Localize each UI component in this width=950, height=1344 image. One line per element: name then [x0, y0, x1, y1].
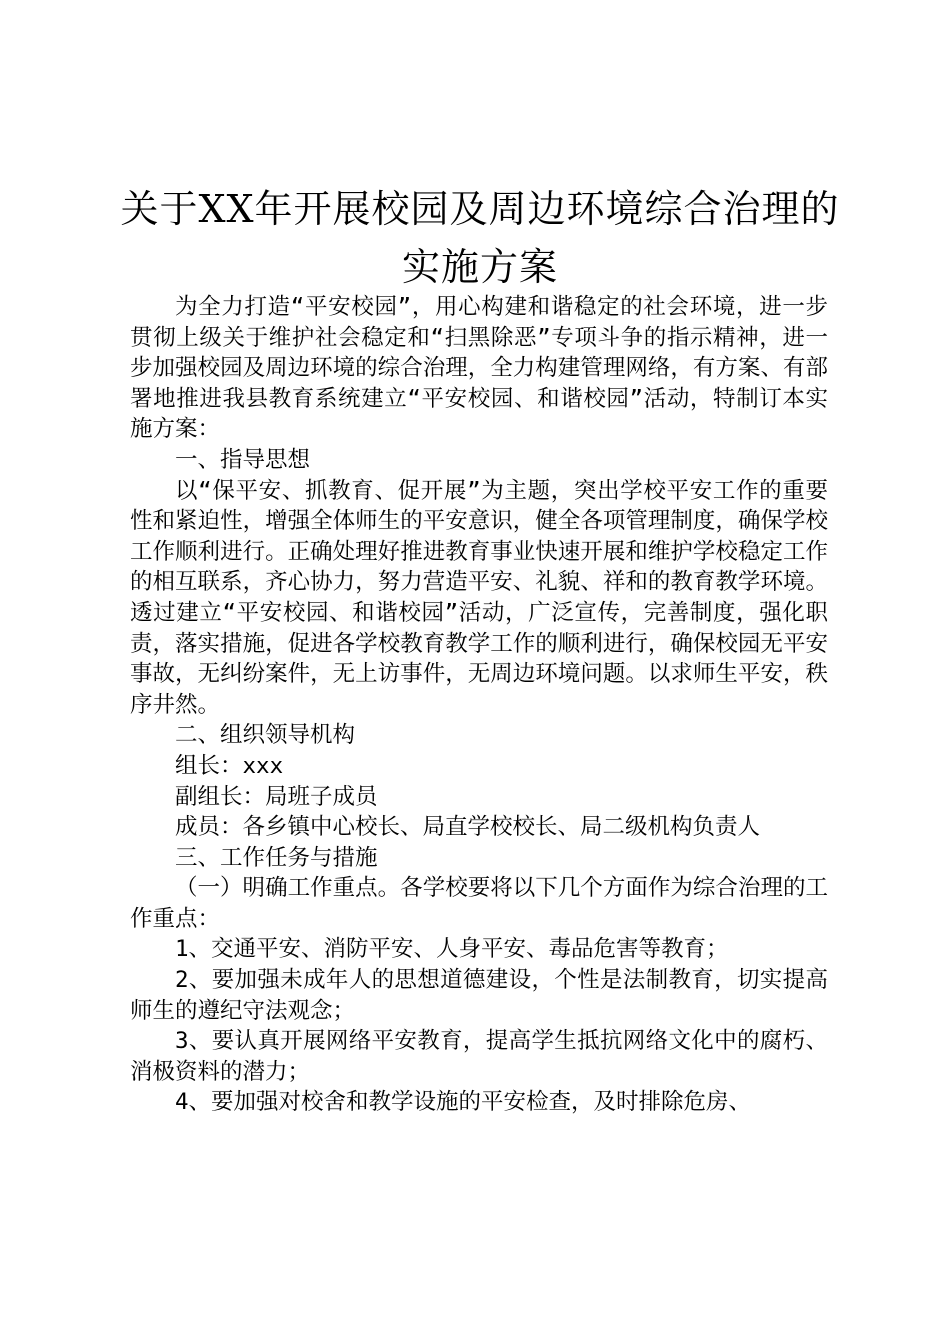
guiding-thought-paragraph: 以“保平安、抓教育、促开展”为主题，突出学校平安工作的重要性和紧迫性，增强全体师生的平安意识，健全各项管理制度，确保学校工作顺利进行。正确处理好推进教育事业快速开展和维护学校稳定工作的相互联系，齐心协力，努力营造平安、礼貌、祥和的教育教学环境。透过建立“平安校园、和谐校园”活动，广泛宣传，完善制度，强化职责，落实措施，促进各学校教育教学工作的顺利进行，确保校园无平安事故，无纠纷案件，无上访事件，无周边环境问题。以求师生平安，秩序井然。 [130, 477, 828, 718]
list-item: 4、要加强对校舍和教学设施的平安检查，及时排除危房、 [175, 1089, 752, 1116]
document-body [130, 292, 828, 1118]
intro-paragraph: 为全力打造“平安校园”，用心构建和谐稳定的社会环境，进一步贯彻上级关于维护社会稳定和“扫黑除恶”专项斗争的指示精神，进一步加强校园及周边环境的综合治理，全力构建管理网络，有方案、有部署地推进我县教育系统建立“平安校园、和谐校园”活动，特制订本实施方案： [130, 294, 828, 443]
section-heading-guiding-thought: 一、指导思想 [175, 446, 311, 473]
section-heading-organization: 二、组织领导机构 [175, 722, 356, 749]
members-line: 成员：各乡镇中心校长、局直学校校长、局二级机构负责人 [175, 814, 761, 841]
deputy-leader-line: 副组长：局班子成员 [175, 783, 378, 810]
list-item: 1、交通平安、消防平安、人身平安、毒品危害等教育； [175, 936, 729, 963]
list-item: 3、要认真开展网络平安教育，提高学生抵抗网络文化中的腐朽、消极资料的潜力； [130, 1028, 828, 1085]
section-heading-tasks: 三、工作任务与措施 [175, 844, 378, 871]
document-title: 关于XX年开展校园及周边环境综合治理的实施方案 [120, 187, 840, 289]
leader-line: 组长：xxx [175, 752, 284, 779]
list-item: 2、要加强未成年人的思想道德建设，个性是法制教育，切实提高师生的遵纪守法观念； [130, 967, 828, 1024]
subsection-key-points: （一）明确工作重点。各学校要将以下几个方面作为综合治理的工作重点： [130, 875, 828, 932]
